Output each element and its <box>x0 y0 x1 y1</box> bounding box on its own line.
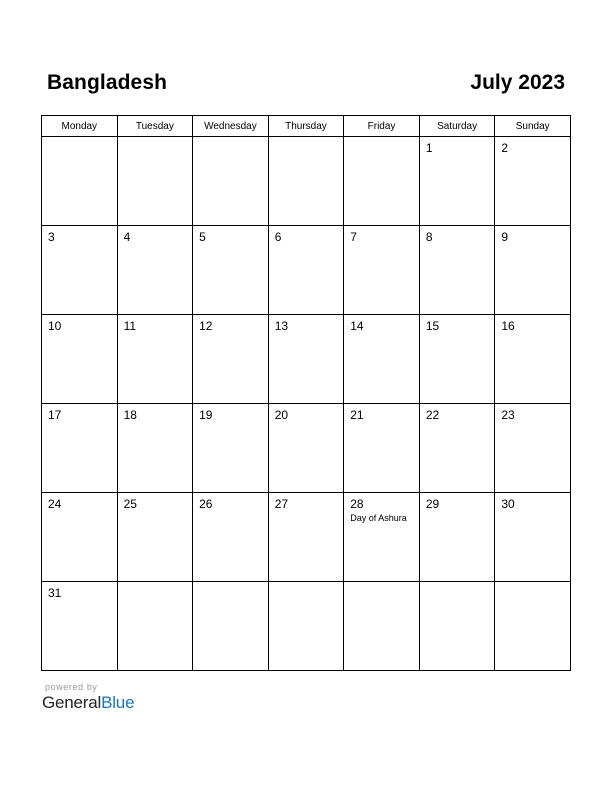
week-row <box>42 582 571 671</box>
day-number: 31 <box>48 586 62 600</box>
day-number: 4 <box>123 230 131 244</box>
day-number <box>118 137 193 142</box>
day-cell <box>495 226 571 315</box>
day-cell <box>344 137 420 226</box>
holiday-label: Day of Ashura <box>350 513 407 523</box>
day-cell <box>117 582 193 671</box>
brand-logo[interactable] <box>42 693 134 713</box>
day-cell <box>42 226 118 315</box>
day-cell <box>495 493 571 582</box>
day-number: 11 <box>123 319 137 333</box>
day-cell <box>268 226 344 315</box>
day-cell <box>42 582 118 671</box>
day-number <box>344 137 419 142</box>
day-number: 17 <box>48 408 62 422</box>
day-cell <box>495 137 571 226</box>
day-cell <box>193 226 269 315</box>
weekday-header: Thursday <box>268 116 344 137</box>
day-cell <box>344 582 420 671</box>
day-cell <box>268 404 344 493</box>
day-cell <box>268 315 344 404</box>
calendar-grid <box>41 115 571 671</box>
country-title: Bangladesh <box>47 71 168 94</box>
day-cell <box>344 404 420 493</box>
day-number: 9 <box>501 230 509 244</box>
day-cell <box>495 315 571 404</box>
day-number: 29 <box>425 497 440 511</box>
day-number: 24 <box>48 497 62 511</box>
day-number: 14 <box>350 319 364 333</box>
brand-name-part2: Blue <box>101 693 135 712</box>
day-number: 30 <box>501 497 515 511</box>
day-number: 25 <box>123 497 137 511</box>
day-number <box>495 582 570 587</box>
day-number: 20 <box>274 408 289 422</box>
day-number: 18 <box>123 408 137 422</box>
day-number <box>269 137 344 142</box>
day-cell <box>419 315 495 404</box>
weekday-header-row <box>42 116 571 137</box>
day-number <box>118 582 193 587</box>
brand-name-part1: General <box>42 693 102 712</box>
day-number: 6 <box>274 230 282 244</box>
day-cell <box>419 137 495 226</box>
day-number: 28 <box>350 497 364 511</box>
day-number <box>269 582 344 587</box>
day-cell <box>495 582 571 671</box>
day-number: 3 <box>48 230 55 244</box>
day-cell <box>193 137 269 226</box>
day-cell <box>42 493 118 582</box>
day-cell <box>117 493 193 582</box>
day-cell <box>42 404 118 493</box>
day-cell <box>193 493 269 582</box>
day-cell <box>193 404 269 493</box>
weekday-header: Monday <box>42 116 118 137</box>
powered-by-label: powered by <box>45 682 98 692</box>
day-number: 22 <box>425 408 440 422</box>
day-cell <box>117 315 193 404</box>
day-number: 12 <box>199 319 213 333</box>
day-cell <box>193 315 269 404</box>
day-number: 2 <box>501 141 509 155</box>
weekday-header: Tuesday <box>117 116 193 137</box>
day-cell <box>117 226 193 315</box>
day-number <box>344 582 419 587</box>
day-cell <box>419 582 495 671</box>
day-number: 19 <box>199 408 213 422</box>
day-cell <box>344 226 420 315</box>
day-cell <box>193 582 269 671</box>
day-cell <box>42 315 118 404</box>
day-cell <box>268 137 344 226</box>
day-number: 5 <box>199 230 206 244</box>
day-cell <box>344 315 420 404</box>
day-number: 27 <box>274 497 289 511</box>
weekday-header: Wednesday <box>193 116 269 137</box>
day-number <box>193 582 268 587</box>
day-number <box>42 137 117 142</box>
weekday-header: Friday <box>344 116 420 137</box>
day-cell <box>117 137 193 226</box>
day-cell <box>42 137 118 226</box>
day-number: 15 <box>425 319 440 333</box>
day-cell <box>419 493 495 582</box>
day-number: 1 <box>425 141 433 155</box>
day-cell <box>495 404 571 493</box>
weekday-header: Sunday <box>495 116 571 137</box>
day-number: 23 <box>501 408 515 422</box>
day-cell <box>344 493 420 582</box>
week-row <box>42 226 571 315</box>
month-year-title: July 2023 <box>470 71 565 94</box>
day-cell <box>419 226 495 315</box>
day-number: 16 <box>501 319 515 333</box>
week-row <box>42 493 571 582</box>
week-row <box>42 137 571 226</box>
week-row <box>42 404 571 493</box>
day-cell <box>117 404 193 493</box>
day-number <box>420 582 495 587</box>
weekday-header: Saturday <box>419 116 495 137</box>
day-cell <box>419 404 495 493</box>
week-row <box>42 315 571 404</box>
day-cell <box>268 582 344 671</box>
day-number: 7 <box>350 230 357 244</box>
day-number: 8 <box>425 230 433 244</box>
day-number: 26 <box>199 497 213 511</box>
day-number <box>193 137 268 142</box>
day-cell <box>268 493 344 582</box>
day-number: 10 <box>48 319 62 333</box>
day-number: 13 <box>274 319 289 333</box>
day-number: 21 <box>350 408 364 422</box>
